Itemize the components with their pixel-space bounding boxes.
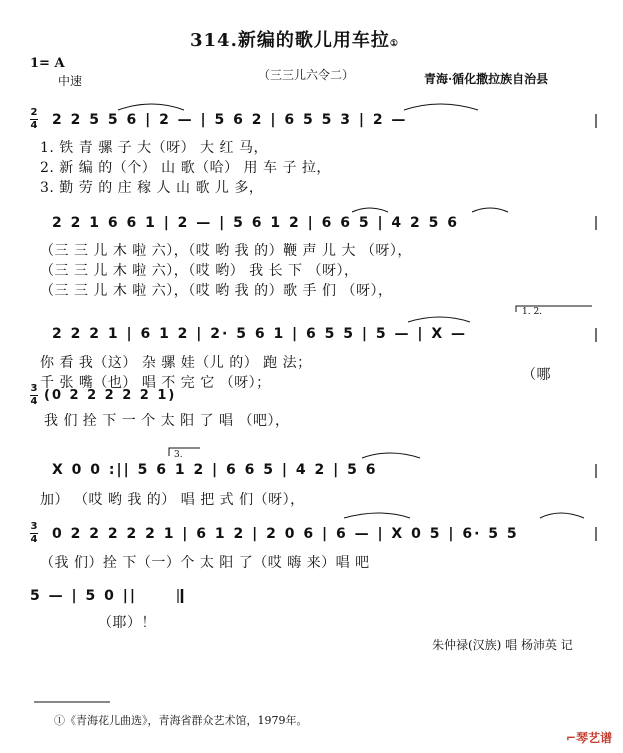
time-signature-alt: 3 4 <box>30 383 38 407</box>
notation-line-5: 0 2 2 2 2 2 1 | 6 1 2 | 2 0 6 | 6 — | X 0 5 | 6· 5 5 <box>52 526 519 542</box>
lyric-line-3-1: 你 看 我（这） 杂 骡 娃（儿 的） 跑 法； <box>40 355 312 371</box>
logo-icon: ⌐ <box>566 731 577 745</box>
notation-line-3: 2 2 2 1 | 6 1 2 | 2· 5 6 1 | 6 5 5 | 5 — | X — <box>52 326 468 342</box>
notation-line-2: 2 2 1 6 6 1 | 2 — | 5 6 1 2 | 6 6 5 | 4 2 5 6 <box>52 215 460 231</box>
lyric-line-5: （我 们）拴 下（一）个 太 阳 了（哎 嗨 来）唱 吧 <box>40 555 370 571</box>
notation-line-4: X 0 0 :|| 5 6 1 2 | 6 6 5 | 4 2 | 5 6 <box>52 462 378 478</box>
volta-bracket <box>169 448 200 456</box>
slur <box>118 104 184 110</box>
time-signature-alt-2: 3 4 <box>30 521 38 545</box>
slur <box>362 453 420 458</box>
page-title: 314.新编的歌儿用车拉① <box>190 30 399 51</box>
subtitle: （三三儿六令二） <box>258 68 355 82</box>
time-signature: 2 4 <box>30 107 38 131</box>
slur <box>352 208 388 212</box>
credits: 朱仲禄(汉族) 唱 杨沛英 记 <box>432 638 573 652</box>
footnote: ①《青海花儿曲选》，青海省群众艺术馆，1979年。 <box>54 714 308 727</box>
slur <box>408 317 470 322</box>
notation-line-6: 5 — | 5 0 || <box>30 588 137 604</box>
slur <box>404 104 478 110</box>
lyric-line-1-1: 1. 铁 青 骡 子 大（呀） 大 红 马， <box>40 140 268 156</box>
volta-bracket <box>516 306 592 312</box>
watermark-logo: ⌐琴艺谱 <box>566 731 613 745</box>
lyric-line-4: 加） （哎 哟 我 的） 唱 把 式 们（呀）， <box>40 492 305 508</box>
lyric-line-1-2: 2. 新 编 的（个） 山 歌（哈） 用 车 子 拉， <box>40 160 331 176</box>
slur <box>344 513 410 518</box>
lyric-line-2-1: （三 三 儿 木 啦 六），（哎 哟 我 的）鞭 声 儿 大 （呀）， <box>40 243 412 259</box>
volta-label-1-2: 1. 2. <box>522 307 543 317</box>
lyric-line-2-2: （三 三 儿 木 啦 六），（哎 哟） 我 长 下 （呀）， <box>40 263 359 279</box>
lyric-line-3-2: 千 张 嘴（也） 唱 不 完 它 （呀）； <box>40 375 271 391</box>
lyric-line-6: （耶）！ <box>98 615 156 631</box>
key-signature: 1= A <box>30 56 65 71</box>
notation-line-1: 2 2 5 5 6 | 2 — | 5 6 2 | 6 5 5 3 | 2 — <box>52 112 408 128</box>
alt-notation: (0 2 2 2 2 2 1) <box>44 388 177 403</box>
tempo: 中速 <box>58 74 83 88</box>
volta-label-3: 3. <box>174 450 183 460</box>
slur <box>472 208 508 212</box>
side-lyric: （哪 <box>522 367 551 383</box>
lyric-line-2-3: （三 三 儿 木 啦 六），（哎 哟 我 的）歌 手 们 （呀）， <box>40 283 393 299</box>
footnote-marker: ① <box>389 39 399 49</box>
alt-lyric-line: 我 们 拴 下 一 个 太 阳 了 唱 （吧）， <box>44 413 290 429</box>
lyric-line-1-3: 3. 勤 劳 的 庄 稼 人 山 歌 儿 多， <box>40 180 264 196</box>
region: 青海·循化撒拉族自治县 <box>424 72 549 86</box>
slur <box>540 513 584 518</box>
